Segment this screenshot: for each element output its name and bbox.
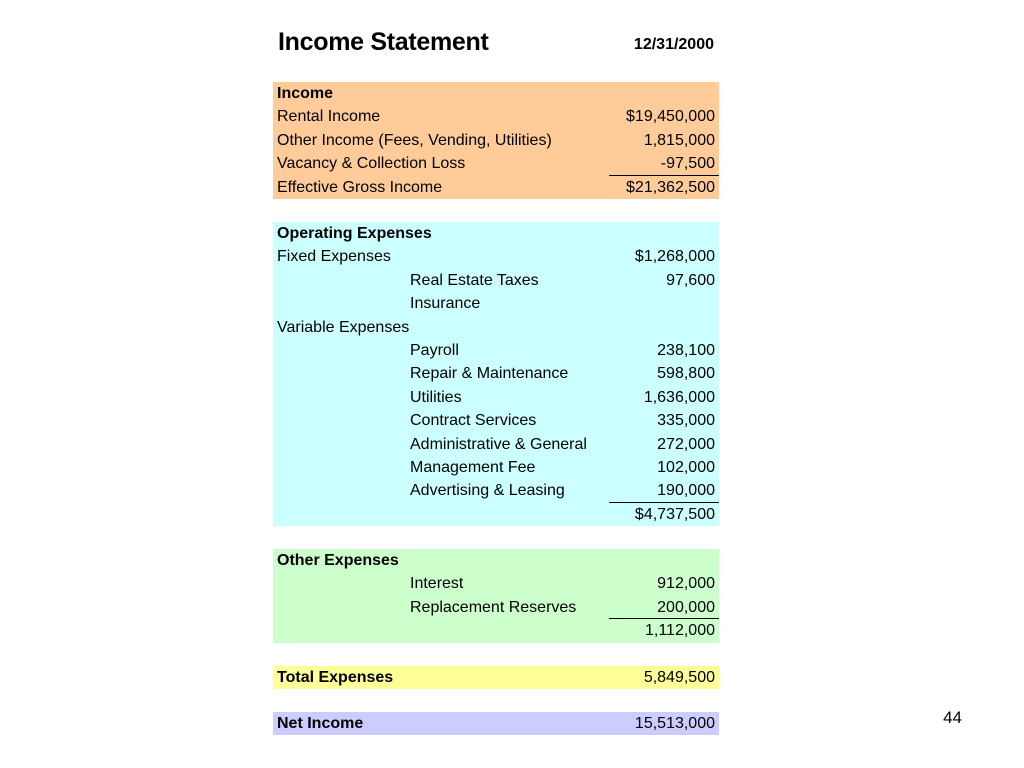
row-label: Variable Expenses	[277, 318, 410, 336]
table-row	[273, 152, 719, 175]
table-row	[273, 433, 719, 456]
row-value: 335,000	[657, 412, 715, 430]
other-subtotal: 1,112,000	[645, 622, 715, 640]
statement-date: 12/31/2000	[633, 36, 714, 53]
row-value: $21,362,500	[626, 178, 715, 196]
row-value: 190,000	[657, 482, 715, 500]
total-expenses-value: 5,849,500	[643, 669, 715, 686]
total-expenses-section	[273, 666, 719, 689]
row-label: Management Fee	[410, 458, 536, 476]
opex-subtotal: $4,737,500	[634, 505, 715, 523]
row-value: -97,500	[660, 155, 715, 173]
row-label: Contract Services	[410, 412, 537, 430]
net-income-label: Net Income	[277, 715, 364, 732]
row-label: Utilities	[410, 388, 462, 406]
net-income-row	[273, 712, 719, 735]
opex-heading-row	[273, 222, 719, 245]
table-row	[273, 292, 719, 315]
row-value: $19,450,000	[626, 108, 715, 126]
row-value: 200,000	[657, 598, 715, 616]
table-row	[273, 596, 719, 619]
row-value: 912,000	[657, 575, 715, 593]
row-label: Vacancy & Collection Loss	[277, 155, 466, 173]
operating-expenses-section	[273, 222, 719, 526]
table-row	[273, 316, 719, 339]
row-label: Advertising & Leasing	[410, 482, 565, 500]
opex-heading: Operating Expenses	[277, 225, 432, 242]
table-row	[273, 456, 719, 479]
statement-title: Income Statement	[278, 28, 489, 56]
row-value: $1,268,000	[634, 248, 715, 266]
page-number: 44	[943, 708, 962, 727]
total-expenses-label: Total Expenses	[277, 669, 394, 686]
row-label: Interest	[410, 575, 464, 593]
row-label: Other Income (Fees, Vending, Utilities)	[277, 131, 552, 149]
net-income-value: 15,513,000	[634, 715, 715, 732]
table-row	[273, 362, 719, 385]
row-label: Insurance	[410, 295, 481, 313]
subtotal-row	[273, 619, 719, 642]
row-value: 272,000	[657, 435, 715, 453]
table-row	[273, 129, 719, 152]
table-row	[273, 479, 719, 502]
row-value: 97,600	[666, 271, 715, 289]
net-income-section	[273, 712, 719, 735]
income-heading-row	[273, 82, 719, 105]
row-label: Fixed Expenses	[277, 248, 391, 266]
table-row	[273, 339, 719, 362]
row-value: 102,000	[657, 458, 715, 476]
other-heading-row	[273, 549, 719, 572]
table-row	[273, 269, 719, 292]
row-label: Replacement Reserves	[410, 598, 577, 616]
row-label: Rental Income	[277, 108, 381, 126]
table-row	[273, 572, 719, 595]
subtotal-row	[273, 503, 719, 526]
income-heading: Income	[277, 85, 334, 102]
other-expenses-section	[273, 549, 719, 643]
table-row	[273, 245, 719, 268]
row-label: Administrative & General	[410, 435, 587, 453]
row-label: Effective Gross Income	[277, 178, 443, 196]
table-row	[273, 409, 719, 432]
row-value: 1,815,000	[643, 131, 715, 149]
table-row	[273, 386, 719, 409]
row-label: Real Estate Taxes	[410, 271, 539, 289]
row-value: 238,100	[657, 341, 715, 359]
table-row	[273, 105, 719, 128]
row-label: Payroll	[410, 341, 459, 359]
table-row	[273, 176, 719, 199]
total-expenses-row	[273, 666, 719, 689]
income-section	[273, 82, 719, 199]
row-value: 598,800	[657, 365, 715, 383]
row-value: 1,636,000	[643, 388, 715, 406]
row-label: Repair & Maintenance	[410, 365, 569, 383]
other-heading: Other Expenses	[277, 552, 399, 569]
